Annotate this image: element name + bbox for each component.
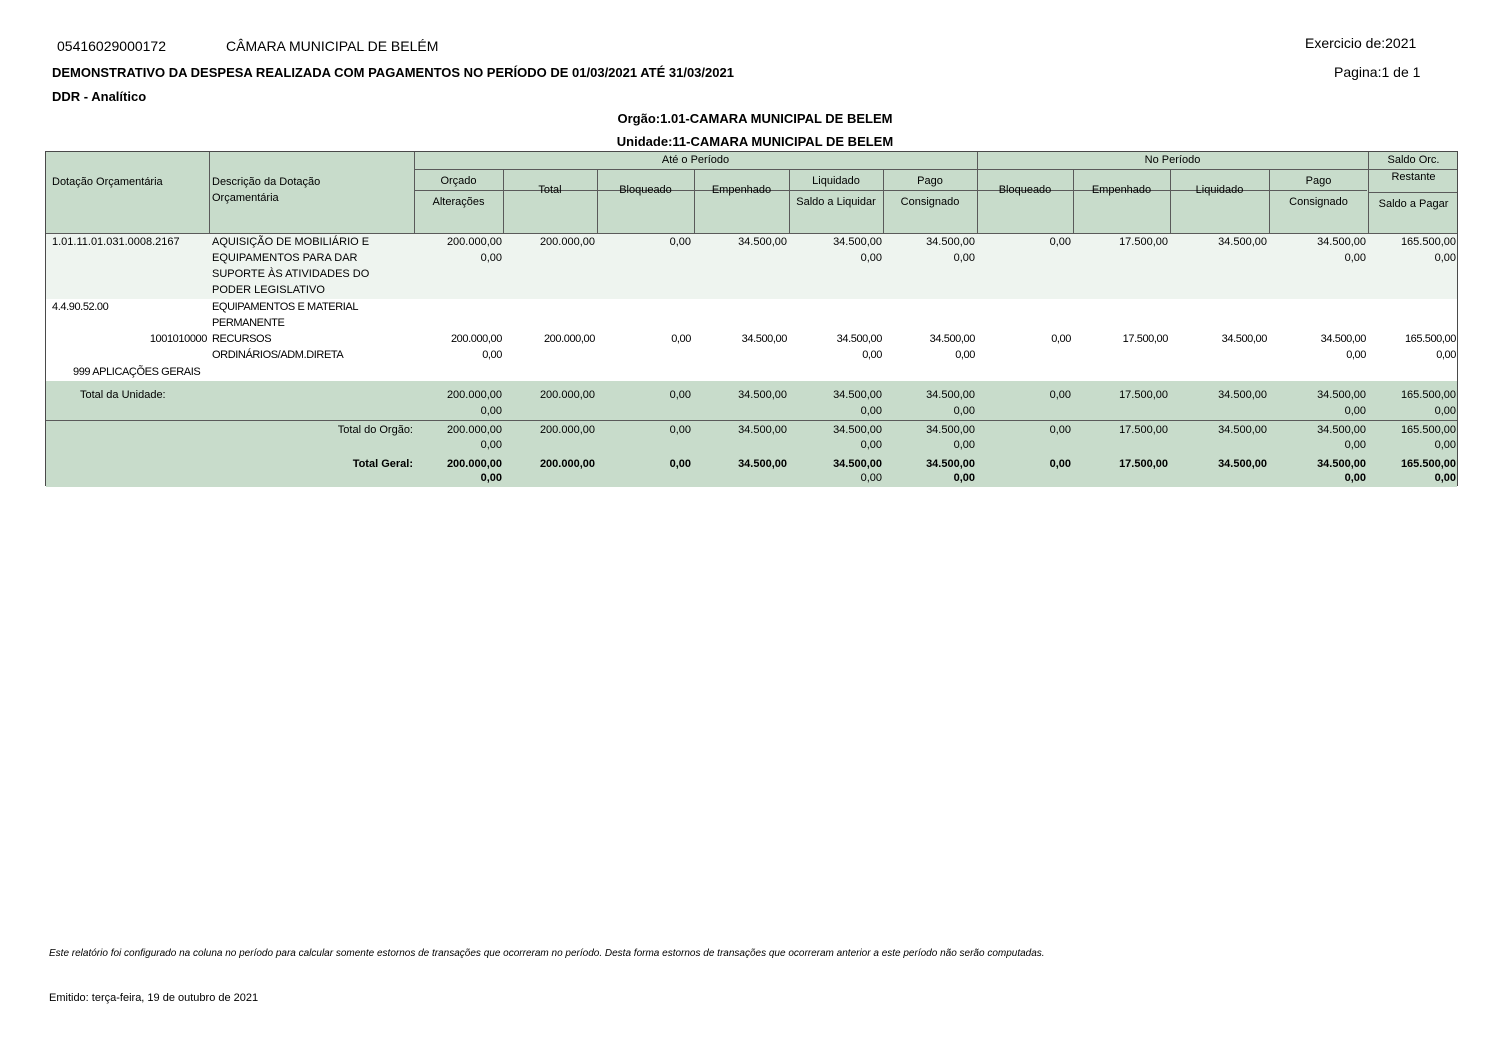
- value-cell: 200.000,00: [446, 389, 502, 401]
- value-cell: 17.500,00: [1119, 458, 1168, 470]
- exercise-year: Exercicio de:2021: [1305, 35, 1417, 51]
- value-cell-secondary: 0,00: [860, 405, 882, 417]
- total-unidade-label: Total da Unidade:: [80, 389, 166, 401]
- value-cell: 34.500,00: [1317, 458, 1366, 470]
- value-cell-secondary: 0,00: [862, 349, 882, 361]
- value-cell: 34.500,00: [1218, 424, 1267, 436]
- value-cell: 34.500,00: [836, 333, 882, 345]
- footer-note: Este relatório foi configurado na coluna no período para calcular somente estornos de transações que ocorreram no período. Desta forma estornos de transações que ocorreram anterior a este período não serão computadas.: [49, 948, 1045, 959]
- col-saldo-liquidar: Saldo a Liquidar: [796, 196, 876, 208]
- value-cell: 0,00: [1049, 424, 1071, 436]
- value-cell: 200.000,00: [539, 236, 595, 248]
- value-cell: 34.500,00: [1317, 236, 1366, 248]
- dotacao-code: 1.01.11.01.031.0008.2167: [52, 236, 180, 248]
- value-cell-secondary: 0,00: [1436, 349, 1456, 361]
- col-saldo-pagar: Saldo a Pagar: [1378, 198, 1449, 210]
- value-cell: 17.500,00: [1119, 424, 1168, 436]
- value-cell: 34.500,00: [1218, 389, 1267, 401]
- value-cell: 200.000,00: [450, 333, 502, 345]
- value-cell: 34.500,00: [1218, 236, 1267, 248]
- value-cell-secondary: 0,00: [955, 349, 975, 361]
- value-cell: 200.000,00: [446, 458, 502, 470]
- value-cell-secondary: 0,00: [480, 472, 502, 484]
- value-cell: 0,00: [669, 389, 691, 401]
- value-cell: 0,00: [671, 333, 691, 345]
- dotacao-desc-line: SUPORTE ÀS ATIVIDADES DO: [212, 268, 370, 280]
- total-geral-label: Total Geral:: [352, 458, 413, 470]
- resource-desc-line: ORDINÁRIOS/ADM.DIRETA: [212, 349, 344, 361]
- value-cell: 165.500,00: [1404, 333, 1456, 345]
- element-code: 4.4.90.52.00: [52, 301, 109, 313]
- value-cell: 34.500,00: [1221, 333, 1267, 345]
- col-np-liquidado: Liquidado: [1195, 184, 1244, 196]
- value-cell: 165.500,00: [1400, 389, 1456, 401]
- value-cell: 34.500,00: [1320, 333, 1366, 345]
- value-cell: 34.500,00: [833, 458, 882, 470]
- value-cell-secondary: 0,00: [860, 439, 882, 451]
- value-cell-secondary: 0,00: [480, 252, 502, 264]
- value-cell: 200.000,00: [446, 236, 502, 248]
- orgao-title: Orgão:1.01-CAMARA MUNICIPAL DE BELEM: [617, 111, 893, 126]
- value-cell: 165.500,00: [1400, 236, 1456, 248]
- value-cell: 34.500,00: [1218, 458, 1267, 470]
- value-cell-secondary: 0,00: [482, 349, 502, 361]
- value-cell: 17.500,00: [1122, 333, 1168, 345]
- col-orcado: Orçado: [440, 175, 477, 187]
- value-cell-secondary: 0,00: [953, 472, 975, 484]
- application-label: 999 APLICAÇÕES GERAIS: [73, 366, 201, 378]
- col-total: Total: [538, 184, 562, 196]
- value-cell: 34.500,00: [833, 389, 882, 401]
- col-alteracoes: Alterações: [432, 196, 485, 208]
- value-cell: 34.500,00: [926, 389, 975, 401]
- emitted-date: Emitido: terça-feira, 19 de outubro de 2021: [49, 992, 259, 1004]
- value-cell: 165.500,00: [1400, 424, 1456, 436]
- col-group-no-periodo: No Período: [1144, 154, 1201, 166]
- col-restante: Restante: [1391, 171, 1436, 183]
- value-cell: 200.000,00: [446, 424, 502, 436]
- element-desc-line: EQUIPAMENTOS E MATERIAL: [212, 301, 359, 313]
- value-cell: 34.500,00: [738, 236, 787, 248]
- report-title: DEMONSTRATIVO DA DESPESA REALIZADA COM PAGAMENTOS NO PERÍODO DE 01/03/2021 ATÉ 31/03/2021: [52, 65, 734, 80]
- value-cell: 17.500,00: [1119, 236, 1168, 248]
- value-cell: 34.500,00: [738, 424, 787, 436]
- entity-name: CÂMARA MUNICIPAL DE BELÉM: [226, 38, 439, 54]
- value-cell: 0,00: [1049, 389, 1071, 401]
- col-np-consignado: Consignado: [1289, 196, 1348, 208]
- value-cell: 0,00: [1049, 236, 1071, 248]
- value-cell: 200.000,00: [539, 389, 595, 401]
- value-cell-secondary: 0,00: [480, 439, 502, 451]
- col-np-empenhado: Empenhado: [1091, 184, 1152, 196]
- resource-desc-line: RECURSOS: [212, 333, 272, 345]
- value-cell: 165.500,00: [1400, 458, 1456, 470]
- col-descricao-2: Orçamentária: [212, 192, 279, 204]
- value-cell: 34.500,00: [833, 424, 882, 436]
- value-cell-secondary: 0,00: [1344, 252, 1366, 264]
- col-descricao: Descrição da Dotação: [212, 176, 321, 188]
- dotacao-desc-line: EQUIPAMENTOS PARA DAR: [212, 252, 358, 264]
- col-consignado: Consignado: [900, 196, 960, 208]
- value-cell: 0,00: [669, 236, 691, 248]
- col-np-bloqueado: Bloqueado: [998, 184, 1052, 196]
- value-cell-secondary: 0,00: [1346, 349, 1366, 361]
- value-cell-secondary: 0,00: [1434, 252, 1456, 264]
- dotacao-desc-line: PODER LEGISLATIVO: [212, 284, 325, 296]
- value-cell-secondary: 0,00: [1434, 439, 1456, 451]
- value-cell-secondary: 0,00: [953, 252, 975, 264]
- value-cell: 0,00: [1051, 333, 1071, 345]
- value-cell: 34.500,00: [738, 389, 787, 401]
- col-saldo-orc: Saldo Orc.: [1387, 154, 1440, 166]
- value-cell: 34.500,00: [741, 333, 787, 345]
- value-cell: 34.500,00: [1317, 424, 1366, 436]
- value-cell: 34.500,00: [738, 458, 787, 470]
- col-bloqueado: Bloqueado: [619, 184, 672, 196]
- value-cell: 34.500,00: [926, 236, 975, 248]
- value-cell-secondary: 0,00: [860, 252, 882, 264]
- value-cell: 34.500,00: [926, 424, 975, 436]
- report-table: [45, 151, 1458, 486]
- value-cell: 200.000,00: [539, 458, 595, 470]
- col-pago: Pago: [917, 175, 943, 187]
- value-cell: 34.500,00: [926, 458, 975, 470]
- value-cell-secondary: 0,00: [1344, 472, 1366, 484]
- value-cell: 34.500,00: [833, 236, 882, 248]
- dotacao-desc-line: AQUISIÇÃO DE MOBILIÁRIO E: [212, 236, 370, 248]
- page-indicator: Pagina:1 de 1: [1334, 64, 1421, 80]
- value-cell: 200.000,00: [539, 424, 595, 436]
- value-cell-secondary: 0,00: [1344, 405, 1366, 417]
- value-cell-secondary: 0,00: [860, 472, 882, 484]
- col-np-pago: Pago: [1305, 175, 1332, 187]
- resource-code: 1001010000: [149, 333, 207, 345]
- entity-code: 05416029000172: [57, 38, 167, 54]
- value-cell: 0,00: [669, 424, 691, 436]
- unidade-title: Unidade:11-CAMARA MUNICIPAL DE BELEM: [616, 134, 894, 149]
- total-orgao-label: Total do Orgão:: [337, 424, 413, 436]
- value-cell-secondary: 0,00: [953, 405, 975, 417]
- value-cell-secondary: 0,00: [480, 405, 502, 417]
- col-empenhado: Empenhado: [711, 184, 772, 196]
- value-cell: 0,00: [1049, 458, 1071, 470]
- value-cell-secondary: 0,00: [953, 439, 975, 451]
- value-cell-secondary: 0,00: [1344, 439, 1366, 451]
- col-dotacao: Dotação Orçamentária: [52, 176, 163, 188]
- col-group-ate-periodo: Até o Período: [661, 154, 730, 166]
- value-cell-secondary: 0,00: [1434, 472, 1456, 484]
- element-desc-line: PERMANENTE: [212, 317, 285, 329]
- value-cell: 17.500,00: [1119, 389, 1168, 401]
- value-cell: 34.500,00: [929, 333, 975, 345]
- value-cell: 200.000,00: [543, 333, 595, 345]
- value-cell: 0,00: [669, 458, 691, 470]
- value-cell-secondary: 0,00: [1434, 405, 1456, 417]
- value-cell: 34.500,00: [1317, 389, 1366, 401]
- report-subtitle: DDR - Analítico: [52, 89, 147, 104]
- col-liquidado: Liquidado: [812, 175, 860, 187]
